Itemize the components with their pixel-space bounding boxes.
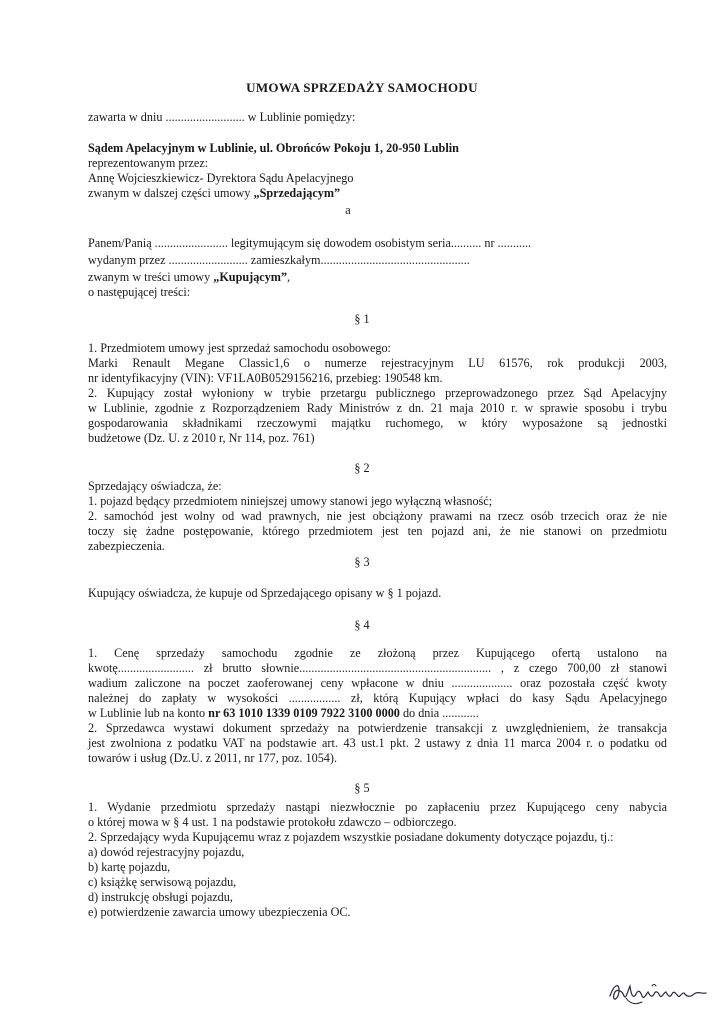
section-4-line: należnej do zapłaty w wysokości ................. zł, którą Kupujący wpłaci do kasy Sądu Apelacyjnego: [88, 691, 667, 705]
seller-called-prefix: zwanym w dalszej części umowy: [88, 186, 254, 200]
section-4-heading: § 4: [354, 618, 370, 632]
section-4-account-line: [88, 706, 479, 721]
handwritten-signature: [606, 976, 710, 1008]
section-5-list-item: e) potwierdzenie zawarcia umowy ubezpieczenia OC.: [88, 905, 351, 919]
buyer-line-1: Panem/Panią ........................ legitymującym się dowodem osobistym seria.......... nr ...........: [88, 236, 532, 250]
section-4-line: 1. Cenę sprzedaży samochodu zgodnie ze złożoną przez Kupującego ofertą ustalono na: [88, 646, 667, 660]
section-5-line: 1. Wydanie przedmiotu sprzedaży nastąpi niezwłocznie po zapłaceniu przez Kupującego ceny nabycia: [88, 800, 667, 814]
representative: Annę Wojcieszkiewicz- Dyrektora Sądu Apelacyjnego: [88, 171, 354, 185]
section-1-heading: § 1: [354, 312, 370, 326]
section-1-line: gospodarowania składnikami rzeczowymi majątku ruchomego, w który wyposażone są jednostki: [88, 416, 667, 430]
section-4-line: towarów i usług (Dz.U. z 2011, nr 177, poz. 1054).: [88, 751, 338, 765]
seller-term: „Sprzedającym”: [253, 186, 341, 200]
section-4-line: wadium zaliczone na poczet zaoferowanej ceny wpłacone w dniu .................... oraz pozostała część kwoty: [88, 676, 667, 690]
section-1-line: budżetowe (Dz. U. z 2010 r, Nr 114, poz. 761): [88, 431, 315, 445]
section-5-line: o której mowa w § 4 ust. 1 na podstawie protokołu zdawczo – odbiorczego.: [88, 815, 457, 829]
section-2-line: 2. samochód jest wolny od wad prawnych, nie jest obciążony prawami na rzecz osób trzecich oraz że nie: [88, 509, 667, 523]
seller-called: [88, 186, 340, 201]
account-prefix: w Lublinie lub na konto: [88, 706, 209, 720]
buyer-called-suffix: ,: [287, 270, 291, 284]
buyer-line-2: wydanym przez .......................... zamieszkałym.................................................: [88, 253, 470, 267]
section-5-list-item: c) książkę serwisową pojazdu,: [88, 875, 237, 889]
section-4-line: jest zwolniona z podatku VAT na podstawie art. 43 ust.1 pkt. 2 ustawy z dnia 11 marca 2004 r. o podatku od: [88, 736, 667, 750]
represented-by: reprezentowanym przez:: [88, 156, 209, 170]
account-suffix: do dnia ............: [399, 706, 479, 720]
section-5-line: 2. Sprzedający wyda Kupującemu wraz z pojazdem wszystkie posiadane dokumenty dotyczące pojazdu, tj.:: [88, 830, 614, 844]
section-1-line: 2. Kupujący został wyłoniony w trybie przetargu publicznego przeprowadzonego przez Sąd Apelacyjny: [88, 386, 667, 400]
following-line: o następującej treści:: [88, 285, 191, 299]
section-1-line: 1. Przedmiotem umowy jest sprzedaż samochodu osobowego:: [88, 341, 391, 355]
section-1-line: w Lublinie, zgodnie z Rozporządzeniem Rady Ministrów z dn. 21 maja 2010 r. w sprawie sposobu i trybu: [88, 401, 667, 415]
section-2-line: toczy się żadne postępowanie, którego przedmiotem jest ten pojazd ani, że nie stanowi on przedmiotu: [88, 524, 667, 538]
section-2-heading: § 2: [354, 461, 370, 475]
section-1-line: Marki Renault Megane Classic1,6 o numerze rejestracyjnym LU 61576, rok produkcji 2003,: [88, 356, 667, 370]
concluded-line: zawarta w dniu .......................... w Lublinie pomiędzy:: [88, 110, 356, 124]
section-4-line: kwotę......................... zł brutto słownie............................................................... , z czego 700,00 zł stanowi: [88, 661, 667, 675]
section-3-line: Kupujący oświadcza, że kupuje od Sprzedającego opisany w § 1 pojazd.: [88, 586, 442, 600]
buyer-called: [88, 270, 290, 285]
seller-name: Sądem Apelacyjnym w Lublinie, ul. Obrońców Pokoju 1, 20-950 Lublin: [88, 141, 459, 155]
document-title: UMOWA SPRZEDAŻY SAMOCHODU: [246, 80, 478, 95]
buyer-called-prefix: zwanym w treści umowy: [88, 270, 214, 284]
section-2-line: Sprzedający oświadcza, że:: [88, 479, 222, 493]
bank-account-number: nr 63 1010 1339 0109 7922 3100 0000: [208, 706, 400, 720]
section-1-line: nr identyfikacyjny (VIN): VF1LA0B0529156216, przebieg: 190548 km.: [88, 371, 443, 385]
and-conjunction: a: [345, 203, 351, 217]
section-5-list-item: d) instrukcję obsługi pojazdu,: [88, 890, 233, 904]
section-2-line: 1. pojazd będący przedmiotem niniejszej umowy stanowi jego wyłączną własność;: [88, 494, 493, 508]
section-5-list-item: b) kartę pojazdu,: [88, 860, 171, 874]
buyer-term: „Kupującym”: [213, 270, 288, 284]
section-5-list-item: a) dowód rejestracyjny pojazdu,: [88, 845, 245, 859]
section-2-line: zabezpieczenia.: [88, 539, 165, 553]
section-3-heading: § 3: [354, 555, 370, 569]
section-4-line: 2. Sprzedawca wystawi dokument sprzedaży na potwierdzenie transakcji z uwzględnieniem, że transakcja: [88, 721, 667, 735]
section-5-heading: § 5: [354, 781, 370, 795]
